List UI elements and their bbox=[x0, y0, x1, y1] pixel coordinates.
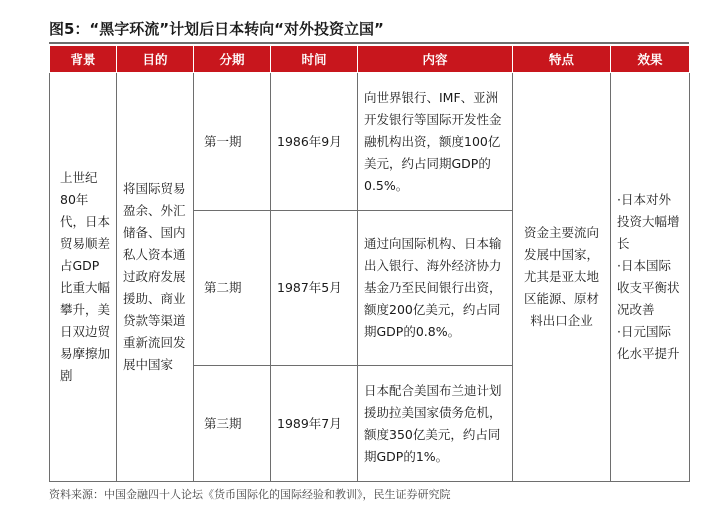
time-cell: 1986年9月 bbox=[271, 73, 358, 211]
header-period: 分期 bbox=[194, 46, 271, 73]
policy-table bbox=[49, 45, 690, 482]
content-cell: 日本配合美国布兰迪计划援助拉美国家债务危机，额度350亿美元，约占同期GDP的1%。 bbox=[358, 366, 513, 482]
header-purpose: 目的 bbox=[117, 46, 194, 73]
feature-cell: 资金主要流向发展中国家，尤其是亚太地区能源、原材料出口企业 bbox=[513, 73, 611, 482]
content-cell: 通过向国际机构、日本输出入银行、海外经济协力基金乃至民间银行出资，额度200亿美元，约占同期GDP的0.8%。 bbox=[358, 211, 513, 366]
period-cell: 第一期 bbox=[194, 73, 271, 211]
effect-cell bbox=[611, 73, 690, 482]
table-row bbox=[50, 73, 690, 211]
effect-item: ·日元国际化水平提升 bbox=[617, 324, 680, 361]
period-cell: 第三期 bbox=[194, 366, 271, 482]
title-divider bbox=[49, 42, 689, 44]
header-background: 背景 bbox=[50, 46, 117, 73]
time-cell: 1987年5月 bbox=[271, 211, 358, 366]
time-cell: 1989年7月 bbox=[271, 366, 358, 482]
period-cell: 第二期 bbox=[194, 211, 271, 366]
header-feature: 特点 bbox=[513, 46, 611, 73]
header-row bbox=[50, 46, 690, 73]
purpose-cell: 将国际贸易盈余、外汇储备、国内私人资本通过政府发展援助、商业贷款等渠道重新流回发展中国家 bbox=[117, 73, 194, 482]
header-content: 内容 bbox=[358, 46, 513, 73]
source-note: 资料来源：中国金融四十人论坛《货币国际化的国际经验和教训》，民生证券研究院 bbox=[49, 488, 451, 501]
header-effect: 效果 bbox=[611, 46, 690, 73]
header-time: 时间 bbox=[271, 46, 358, 73]
effect-item: ·日本对外投资大幅增长 bbox=[617, 192, 680, 251]
content-cell: 向世界银行、IMF、亚洲开发银行等国际开发性金融机构出资，额度100亿美元，约占同期GDP的0.5%。 bbox=[358, 73, 513, 211]
effect-item: ·日本国际收支平衡状况改善 bbox=[617, 258, 680, 317]
figure-title: 图5：“黑字环流”计划后日本转向“对外投资立国” bbox=[49, 20, 384, 38]
background-cell: 上世纪80年代，日本贸易顺差占GDP比重大幅攀升，美日双边贸易摩擦加剧 bbox=[50, 73, 117, 482]
